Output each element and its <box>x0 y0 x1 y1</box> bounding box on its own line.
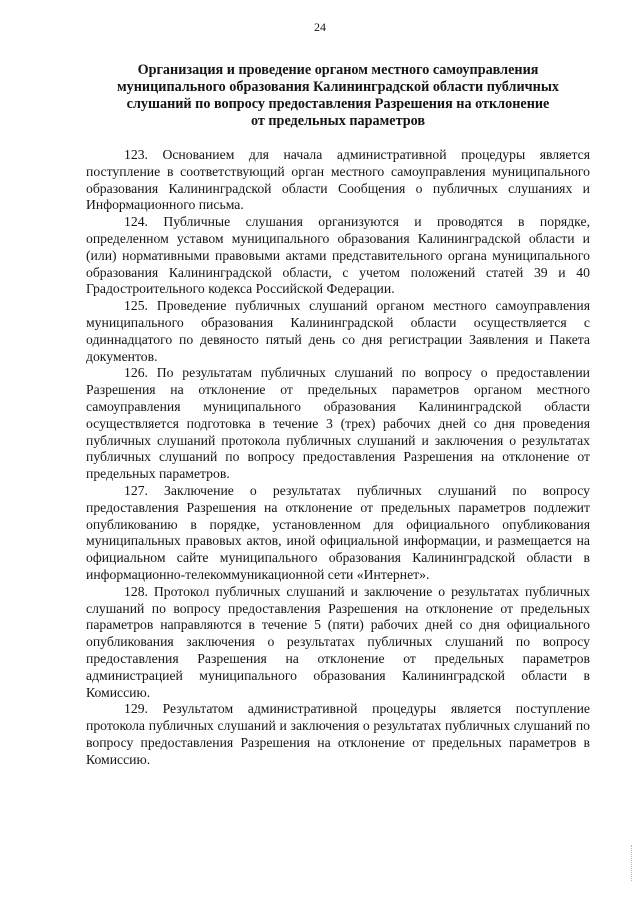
section-title-line: муниципального образования Калининградской области публичных <box>116 79 560 95</box>
paragraph-125: 125. Проведение публичных слушаний органом местного самоуправления муниципального образования Калининградской области осуществляется с одиннадцатого по девяносто пятый день со дня регистрации Заявления и Пакета документов. <box>86 298 590 364</box>
paragraph-129: 129. Результатом административной процедуры является поступление протокола публичных слушаний и заключения о результатах публичных слушаний по вопросу предоставления Разрешения на отклонение от предельных параметров в Комиссию. <box>86 701 590 767</box>
section-title <box>86 62 590 130</box>
section-title-line: Организация и проведение органом местного самоуправления <box>137 62 539 78</box>
section-title-line: от предельных параметров <box>250 113 426 129</box>
paragraph-127: 127. Заключение о результатах публичных слушаний по вопросу предоставления Разрешения на отклонение от предельных параметров подлежит опубликованию в порядке, установленном для официального опубликования муниципальных правовых актов, иной официальной информации, и размещается на официальном сайте муниципального образования Калининградской области в информационно-телекоммуникационной сети «Интернет». <box>86 482 590 582</box>
section-title-line: слушаний по вопросу предоставления Разрешения на отклонение <box>126 96 550 112</box>
document-body <box>86 62 590 768</box>
paragraph-124: 124. Публичные слушания организуются и проводятся в порядке, определенном уставом муниципального образования Калининградской области и (или) нормативными правовыми актами представительного органа муниципального образования Калининградской области, с учетом положений статей 39 и 40 Градостроительного кодекса Российской Федерации. <box>86 214 590 297</box>
paragraph-126: 126. По результатам публичных слушаний по вопросу о предоставлении Разрешения на отклонение от предельных параметров органом местного самоуправления муниципального образования Калининградской области осуществляется подготовка в течение 3 (трех) рабочих дней со дня проведения публичных слушаний протокола публичных слушаний и заключения о результатах публичных слушаний по вопросу предоставления Разрешения на отклонение от предельных параметров. <box>86 365 590 482</box>
paragraph-123: 123. Основанием для начала административной процедуры является поступление в соответствующий орган местного самоуправления муниципального образования Калининградской области Сообщения о публичных слушаниях и Информационного письма. <box>86 147 590 213</box>
page-number: 24 <box>314 20 326 34</box>
scan-margin-mark <box>630 845 632 881</box>
paragraph-128: 128. Протокол публичных слушаний и заключение о результатах публичных слушаний по вопросу предоставления Разрешения на отклонение от предельных параметров направляются в течение 5 (пяти) рабочих дней со дня официального опубликования заключения о результатах публичных слушаний по вопросу предоставления Разрешения на отклонение от предельных параметров администрацией муниципального образования Калининградской области в Комиссию. <box>86 583 590 700</box>
